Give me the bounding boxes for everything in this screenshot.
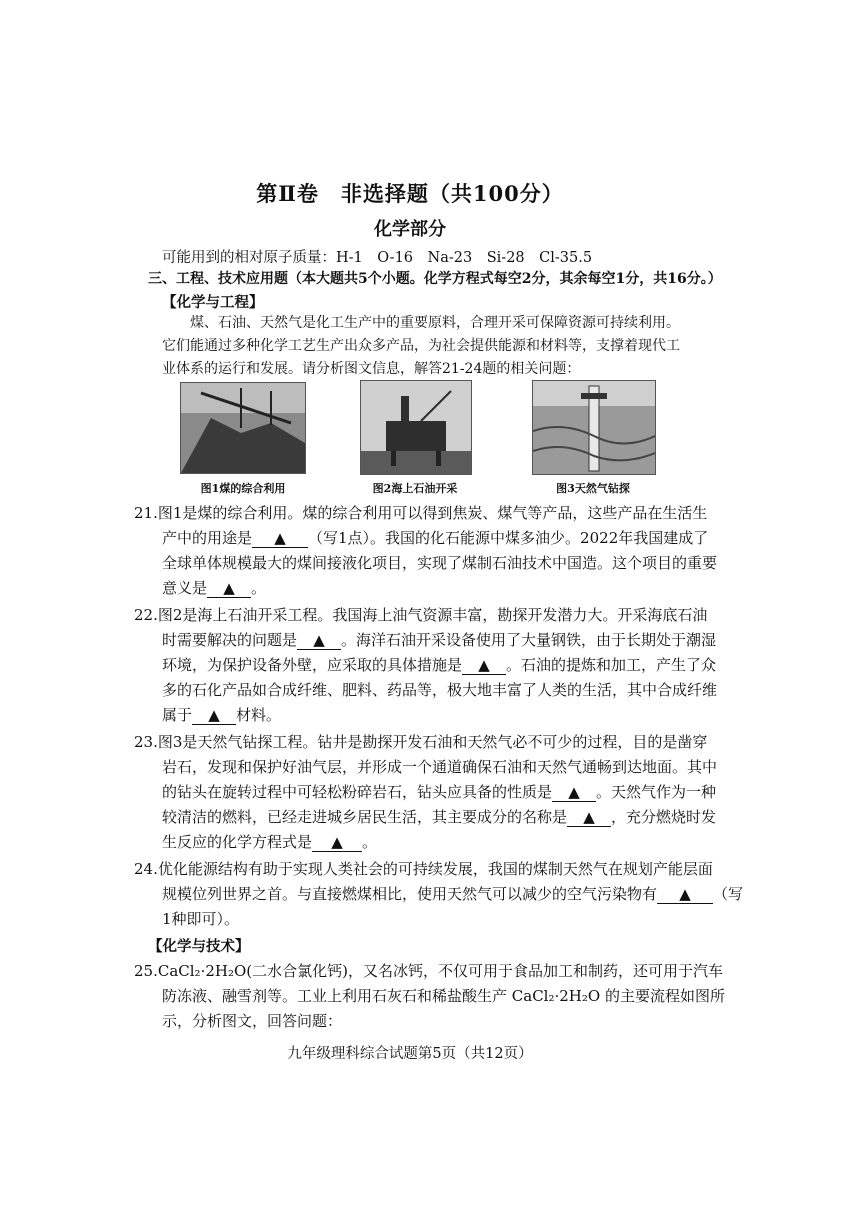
platform-illustration [361,381,471,474]
subheading-technology: 【化学与技术】 [148,938,250,955]
q21-text-a: 产中的用途是 [162,529,253,547]
q23-line-5 [162,831,377,852]
q23-text-d: ，充分燃烧时发 [611,808,717,826]
gas-drilling-diagram [532,380,656,475]
section-subtitle: 化学部分 [374,219,446,240]
page-title: 第Ⅱ卷 非选择题（共100分） [256,181,564,206]
q22-line-3 [162,654,716,675]
answer-blank[interactable]: ▲ [207,579,251,598]
q21-line-3: 全球单体规模最大的煤间接液化项目，实现了煤制石油技术中国造。这个项目的重要 [162,554,718,572]
q24-line-1: 24.优化能源结构有助于实现人类社会的可持续发展，我国的煤制天然气在规划产能层面 [134,860,713,878]
q22-text-e: 属于 [162,706,193,724]
answer-blank[interactable]: ▲ [567,808,611,827]
q23-text-a: 的钻头在旋转过程中可轻松粉碎岩石，钻头应具备的性质是 [162,783,553,801]
offshore-oil-platform-photo [360,380,472,475]
q22-text-a: 时需要解决的问题是 [162,631,298,649]
q23-text-f: 。 [362,833,378,851]
section-heading: 三、工程、技术应用题（本大题共5个小题。化学方程式每空2分，其余每空1分，共16分。） [148,271,722,287]
answer-blank[interactable]: ▲ [312,833,362,852]
answer-blank[interactable]: ▲ [657,885,713,904]
drilling-illustration [533,381,655,474]
figure-3-caption: 图3天然气钻探 [556,482,630,495]
q24-text-b: （写 [713,885,744,903]
q22-line-2 [162,629,716,650]
q23-line-4 [162,806,716,827]
page-footer: 九年级理科综合试题第5页（共12页） [287,1046,533,1062]
answer-blank[interactable]: ▲ [552,783,596,802]
answer-blank[interactable]: ▲ [297,631,341,650]
coal-conveyor-photo [180,382,306,474]
answer-blank[interactable]: ▲ [252,529,308,548]
q22-text-b: 。海洋石油开采设备使用了大量钢铁，由于长期处于潮湿 [341,631,717,649]
q21-text-b: （写1点）。我国的化石能源中煤多油少。2022年我国建成了 [308,529,709,547]
q25-line-1: 25.CaCl₂·2H₂O(二水合氯化钙)，又名冰钙，不仅可用于食品加工和制药，还可用于汽车 [134,962,723,980]
q23-line-3 [162,781,716,802]
q24-line-2 [162,883,743,904]
intro-line-3: 业体系的运行和发展。请分析图文信息，解答21-24题的相关问题： [162,361,581,377]
atomic-mass-line: 可能用到的相对原子质量：H-1 O-16 Na-23 Si-28 Cl-35.5 [162,250,593,266]
q21-line-1: 21.图1是煤的综合利用。煤的综合利用可以得到焦炭、煤气等产品，这些产品在生活生 [134,504,708,522]
q22-line-4: 多的石化产品如合成纤维、肥料、药品等，极大地丰富了人类的生活，其中合成纤维 [162,681,718,699]
subheading-engineering: 【化学与工程】 [162,294,264,311]
q22-text-d: 。石油的提炼和加工，产生了众 [506,656,717,674]
q23-line-1: 23.图3是天然气钻探工程。钻井是勘探开发石油和天然气必不可少的过程，目的是凿穿 [134,733,708,751]
q21-text-d: 。 [251,579,267,597]
q25-line-3: 示，分析图文，回答问题： [162,1012,343,1030]
q24-text-a: 规模位列世界之首。与直接燃煤相比，使用天然气可以减少的空气污染物有 [162,885,658,903]
q21-line-2 [162,527,708,548]
q22-text-c: 环境，为保护设备外壁，应采取的具体措施是 [162,656,463,674]
figure-1-caption: 图1煤的综合利用 [200,482,286,495]
q24-line-3: 1种即可）。 [162,910,240,928]
answer-blank[interactable]: ▲ [192,706,236,725]
intro-line-2: 它们能通过多种化学工艺生产出众多产品，为社会提供能源和材料等，支撑着现代工 [162,338,680,354]
q21-line-4 [162,577,266,598]
q21-text-c: 意义是 [162,579,208,597]
q22-text-f: 材料。 [236,706,282,724]
answer-blank[interactable]: ▲ [462,656,506,675]
q25-line-2: 防冻液、融雪剂等。工业上利用石灰石和稀盐酸生产 CaCl₂·2H₂O 的主要流程如图所 [162,987,725,1005]
q23-text-b: 。天然气作为一种 [596,783,717,801]
intro-line-1: 煤、石油、天然气是化工生产中的重要原料，合理开采可保障资源可持续利用。 [190,315,680,331]
q23-text-c: 较清洁的燃料，已经走进城乡居民生活，其主要成分的名称是 [162,808,568,826]
q23-line-2: 岩石，发现和保护好油气层，并形成一个通道确保石油和天然气通畅到达地面。其中 [162,758,718,776]
q22-line-1: 22.图2是海上石油开采工程。我国海上油气资源丰富，勘探开发潜力大。开采海底石油 [134,606,708,624]
coal-illustration [181,383,305,473]
q23-text-e: 生反应的化学方程式是 [162,833,313,851]
q22-line-5 [162,704,281,725]
figure-2-caption: 图2海上石油开采 [372,482,458,495]
